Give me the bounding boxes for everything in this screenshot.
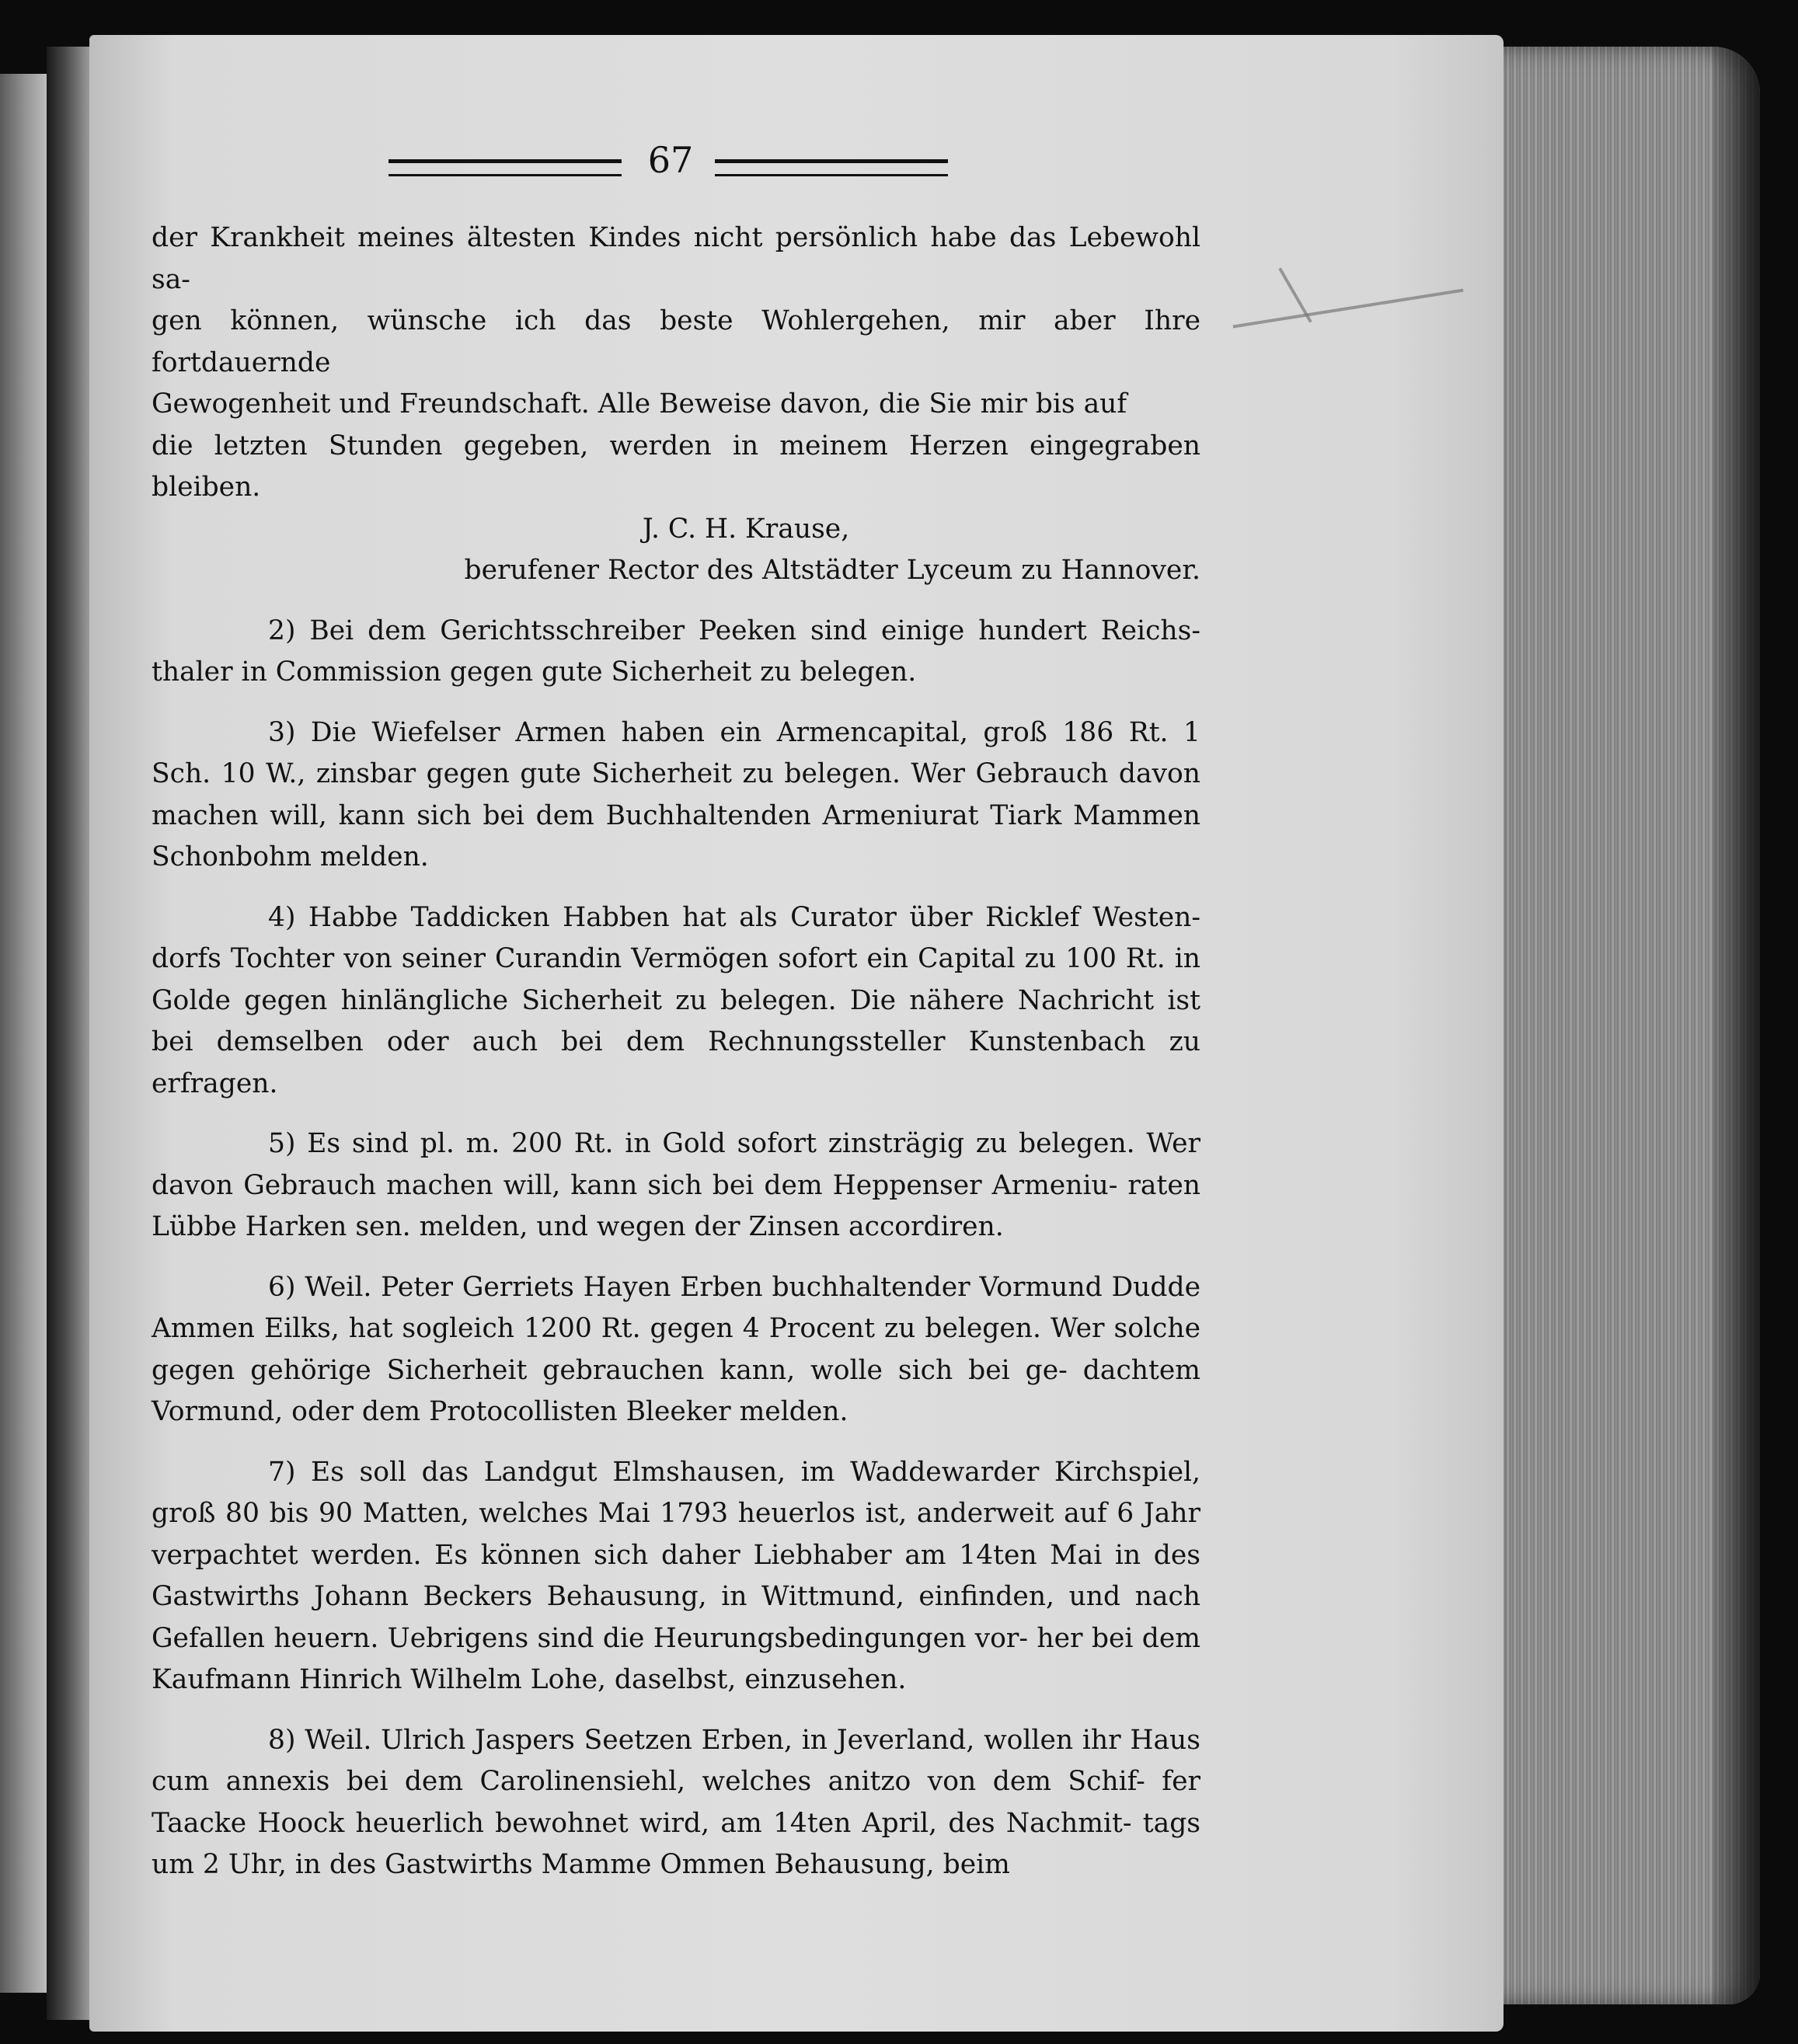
- signature-name: J. C. H. Krause,: [642, 513, 850, 545]
- book-gutter: [47, 47, 93, 2020]
- notice-paragraph-8: 8) Weil. Ulrich Jaspers Seetzen Erben, in Jeverland, wollen ihr Haus cum annexis bei dem Carolinensiehl, welches anitzo von dem Schif- fer Taacke Hoock heuerlich bewohnet wird, am 14ten April, des Nachmit- tags um 2 Uhr, in des Gastwirths Mamme Ommen Behausung, beim: [152, 1724, 1200, 1880]
- header-rule-left: [389, 159, 622, 176]
- notice-paragraph-6: 6) Weil. Peter Gerriets Hayen Erben buchhaltender Vormund Dudde Ammen Eilks, hat sogleich 1200 Rt. gegen 4 Procent zu belegen. Wer solche gegen gehörige Sicherheit gebrauchen kann, wolle sich bei ge- dachtem Vormund, oder dem Protocollisten Bleeker melden.: [152, 1271, 1200, 1427]
- notice-paragraph-7: 7) Es soll das Landgut Elmshausen, im Waddewarder Kirchspiel, groß 80 bis 90 Matten, welches Mai 1793 heuerlos ist, anderweit auf 6 Jahr verpachtet werden. Es können sich daher Liebhaber am 14ten Mai in des Gastwirths Johann Beckers Behausung, in Wittmund, einfinden, und nach Gefallen heuern. Uebrigens sind die Heurungsbedingungen vor- her bei dem Kaufmann Hinrich Wilhelm Lohe, daselbst, einzusehen.: [152, 1456, 1200, 1695]
- left-page-edge: [0, 74, 49, 1993]
- page-number: 67: [647, 139, 694, 181]
- continuation-line: gen können, wünsche ich das beste Wohlergehen, mir aber Ihre fortdauernde: [152, 305, 1200, 378]
- continuation-line: Gewogenheit und Freundschaft. Alle Beweise davon, die Sie mir bis auf: [152, 388, 1127, 420]
- notice-paragraph-2: 2) Bei dem Gerichtsschreiber Peeken sind einige hundert Reichs- thaler in Commission gegen gute Sicherheit zu belegen.: [152, 615, 1200, 688]
- page-edges: [1504, 47, 1760, 2004]
- notice-paragraph-5: 5) Es sind pl. m. 200 Rt. in Gold sofort zinsträgig zu belegen. Wer davon Gebrauch machen will, kann sich bei dem Heppenser Armeniu- raten Lübbe Harken sen. melden, und wegen der Zinsen accordiren.: [152, 1128, 1200, 1242]
- continuation-line: der Krankheit meines ältesten Kindes nicht persönlich habe das Lebewohl sa-: [152, 222, 1200, 295]
- signature-title: berufener Rector des Altstädter Lyceum zu Hannover.: [464, 555, 1200, 586]
- page-body: [152, 218, 1200, 1886]
- header-rule-right: [715, 159, 948, 176]
- continuation-line: die letzten Stunden gegeben, werden in meinem Herzen eingegraben bleiben.: [152, 430, 1200, 503]
- notice-paragraph-3: 3) Die Wiefelser Armen haben ein Armencapital, groß 186 Rt. 1 Sch. 10 W., zinsbar gegen gute Sicherheit zu belegen. Wer Gebrauch davon machen will, kann sich bei dem Buchhaltenden Armeniurat Tiark Mammen Schonbohm melden.: [152, 716, 1200, 872]
- page-header: [389, 139, 948, 183]
- notice-paragraph-4: 4) Habbe Taddicken Habben hat als Curator über Ricklef Westen- dorfs Tochter von seiner Curandin Vermögen sofort ein Capital zu 100 Rt. in Golde gegen hinlängliche Sicherheit zu belegen. Die nähere Nachricht ist bei demselben oder auch bei dem Rechnungssteller Kunstenbach zu erfragen.: [152, 901, 1200, 1099]
